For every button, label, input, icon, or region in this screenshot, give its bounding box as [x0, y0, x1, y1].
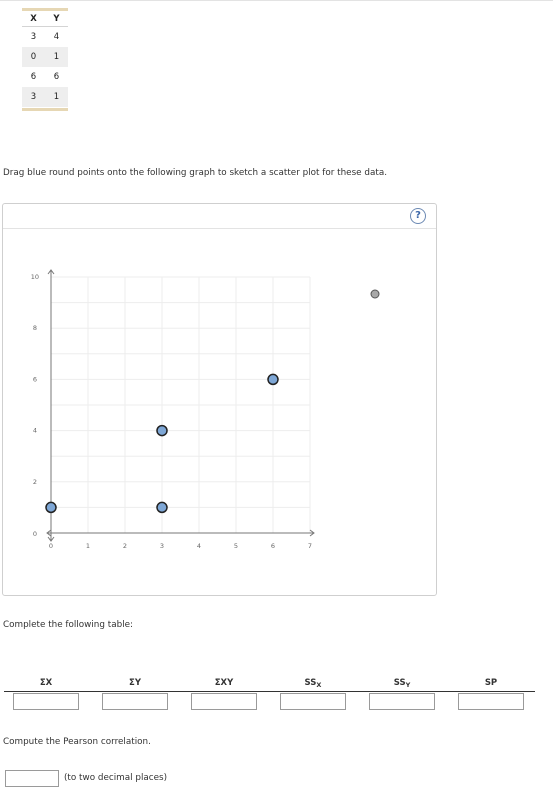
complete-table-text: Complete the following table:	[3, 620, 134, 630]
x-tick-label: 0	[48, 542, 54, 550]
y-tick-label: 6	[32, 375, 37, 384]
draggable-point-source[interactable]	[371, 290, 379, 298]
scatter-plot[interactable]	[3, 204, 436, 595]
header-x: X	[30, 13, 37, 24]
sums-column-header: ΣX	[39, 678, 53, 688]
question-mark-icon: ?	[415, 210, 421, 221]
graph-panel	[2, 203, 437, 596]
data-table	[22, 8, 68, 111]
cell-y: 4	[53, 32, 60, 42]
scatter-point[interactable]	[46, 502, 56, 512]
x-tick-label: 3	[159, 542, 165, 550]
pearson-note: (to two decimal places)	[64, 773, 168, 783]
x-tick-label: 7	[307, 542, 313, 550]
sums-input-box[interactable]	[102, 693, 168, 710]
x-tick-label: 5	[233, 542, 239, 550]
sums-column-subscript: X	[316, 681, 322, 689]
table-row	[22, 47, 68, 67]
y-tick-label: 0	[32, 530, 37, 538]
sums-input-box[interactable]	[191, 693, 257, 710]
cell-y: 1	[53, 52, 60, 62]
cell-x: 0	[30, 52, 37, 62]
x-tick-label: 6	[270, 542, 276, 550]
y-tick-label: 4	[32, 426, 37, 435]
scatter-point[interactable]	[157, 502, 167, 512]
scatter-point[interactable]	[157, 426, 167, 436]
sums-column-header: ΣY	[129, 678, 141, 688]
y-tick-label: 8	[32, 324, 37, 333]
top-divider	[0, 0, 553, 1]
cell-x: 6	[30, 72, 37, 82]
cell-y: 1	[53, 92, 60, 102]
sums-column-header: ΣXY	[214, 678, 234, 688]
sums-input-box[interactable]	[13, 693, 79, 710]
cell-y: 6	[53, 72, 60, 82]
cell-x: 3	[30, 32, 37, 42]
table-row	[22, 87, 68, 107]
x-tick-label: 4	[196, 542, 202, 550]
y-tick-label: 10	[30, 273, 39, 281]
pearson-prompt: Compute the Pearson correlation.	[3, 737, 151, 747]
sums-table	[4, 677, 535, 692]
table-row	[22, 27, 68, 47]
sums-input-box[interactable]	[458, 693, 524, 710]
sums-column-header: $SS_Y$	[393, 678, 411, 689]
sums-input-box[interactable]	[280, 693, 346, 710]
table-bottom-bar	[22, 108, 68, 111]
x-tick-label: 2	[122, 542, 128, 550]
sums-column-header: $SS_X$	[304, 678, 322, 689]
x-tick-label: 1	[85, 542, 91, 550]
instruction-text: Drag blue round points onto the following graph to sketch a scatter plot for these data.	[3, 168, 388, 178]
scatter-point[interactable]	[268, 374, 278, 384]
sums-header-row	[4, 677, 535, 692]
cell-x: 3	[30, 92, 37, 102]
sums-input-box[interactable]	[369, 693, 435, 710]
table-row	[22, 67, 68, 87]
pearson-input[interactable]	[5, 770, 59, 787]
sums-column-subscript: Y	[405, 681, 411, 689]
y-tick-label: 2	[32, 477, 37, 486]
table-header	[22, 11, 68, 27]
header-y: Y	[53, 13, 60, 24]
sums-column-header: SP	[484, 678, 498, 688]
